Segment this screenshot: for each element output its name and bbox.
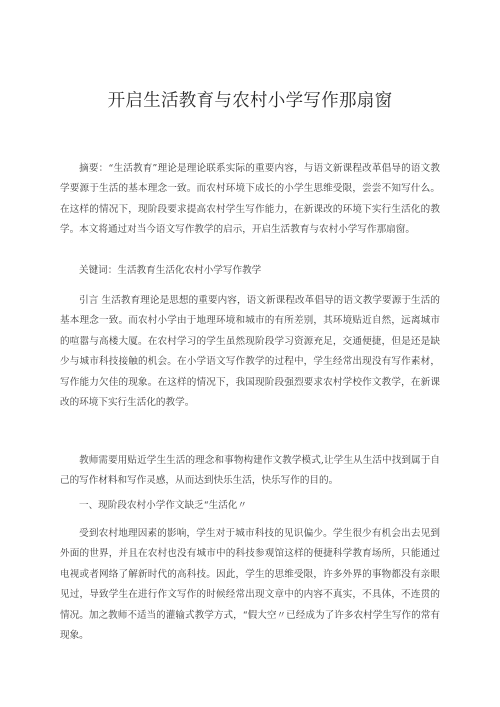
section-heading — [60, 496, 440, 516]
section-body-text: 受到农村地理因素的影响，学生对于城市科技的见识偏少。学生很少有机会出去见到外面的世界，并且在农村也没有城市中的科技参观馆这样的便捷科学教育场所，只能通过电视或者网络了解新时代的高科技。因此，学生的思维受限，许多外界的事物都没有亲眼见过，导致学生在进行作文写作的时候经常出现文章中的内容不真实，不具体，不连贯的情况。加之教师不适当的灌输式教学方式，“假大空〃已经成为了许多农村学生写作的常有现象。 — [60, 528, 440, 642]
keywords-text: 关键词：生活教育生活化农村小学写作教学 — [79, 265, 262, 276]
intro-text: 引言 生活教育理论是思想的重要内容，语文新课程改革倡导的语文教学要源于生活的基本理念一致。而农村小学由于地理环境和城市的有所差别，其环境贴近自然，远离城市的喧嚣与高楼大厦。在农村学习的学生虽然现阶段学习资源充足，交通便捷，但是还是缺少与城市科技接触的机会。在小学语文写作教学的过程中，学生经常出现没有写作素材，写作能力欠佳的现象。在这样的情况下，我国现阶段强烈要求农村学校作文教学，在新课改的环境下实行生活化的教学。 — [60, 295, 440, 409]
intro-paragraph — [60, 291, 440, 413]
abstract-paragraph — [60, 159, 440, 241]
keywords-paragraph — [60, 261, 440, 281]
section-heading-text: 一、现阶段农村小学作文缺乏“生活化〃 — [79, 500, 247, 511]
teacher-paragraph — [60, 451, 440, 492]
abstract-text: 摘要：“生活教育”理论是理论联系实际的重要内容，与语文新课程改革倡导的语文教学要源于生活的基本理念一致。而农村环境下成长的小学生思维受限，尝尝不知写什么。在这样的情况下，现阶段要求提高农村学生写作能力，在新课改的环境下实行生活化的教学。本文将通过对当今语文写作教学的启示，开启生活教育与农村小学写作那扇窗。 — [60, 163, 440, 236]
section-body-paragraph — [60, 524, 440, 646]
document-title: 开启生活教育与农村小学写作那扇窗 — [107, 91, 393, 111]
teacher-text: 教师需要用贴近学生生活的理念和事物构建作文教学模式,让学生从生活中找到属于自己的写作材料和写作灵感，从而达到快乐生活，快乐写作的目的。 — [60, 455, 440, 487]
